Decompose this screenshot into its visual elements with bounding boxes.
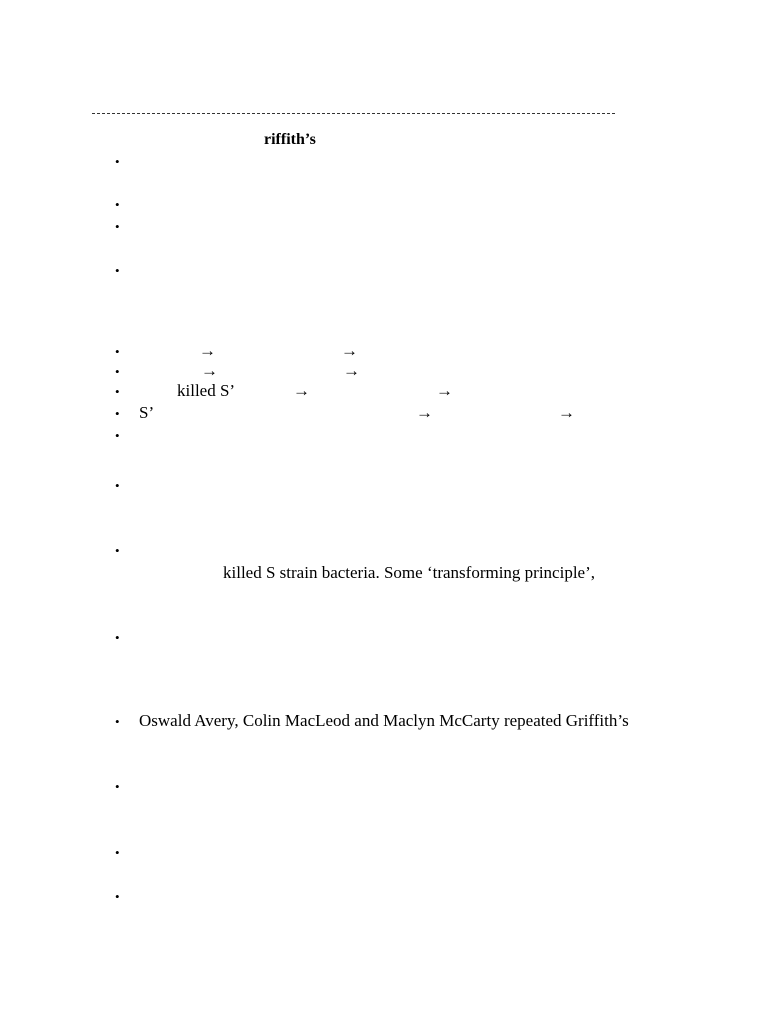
bullet-marker: • [115,845,120,860]
body-text-line: S’ [139,403,155,422]
arrow-icon: → [201,361,218,380]
bullet-marker: • [115,478,120,493]
bullet-marker: • [115,384,120,399]
body-text-line: killed S strain bacteria. Some ‘transforming principle’, [223,563,596,582]
bullet-marker: • [115,154,120,169]
body-text-line: Oswald Avery, Colin MacLeod and Maclyn McCarty repeated Griffith’s [139,711,629,730]
bullet-marker: • [115,263,120,278]
arrow-icon: → [293,381,310,400]
arrow-icon: → [343,361,360,380]
dashed-separator [92,113,615,114]
bullet-marker: • [115,779,120,794]
bullet-marker: • [115,714,120,729]
bullet-marker: • [115,630,120,645]
body-text-line: killed S’ [177,381,236,400]
bullet-marker: • [115,364,120,379]
bullet-marker: • [115,219,120,234]
bullet-marker: • [115,889,120,904]
arrow-icon: → [341,341,358,360]
section-heading: riffith’s [264,131,316,148]
arrow-icon: → [436,381,453,400]
bullet-marker: • [115,428,120,443]
arrow-icon: → [558,403,575,422]
arrow-icon: → [199,341,216,360]
bullet-marker: • [115,344,120,359]
bullet-marker: • [115,543,120,558]
bullet-marker: • [115,197,120,212]
bullet-marker: • [115,406,120,421]
arrow-icon: → [416,403,433,422]
